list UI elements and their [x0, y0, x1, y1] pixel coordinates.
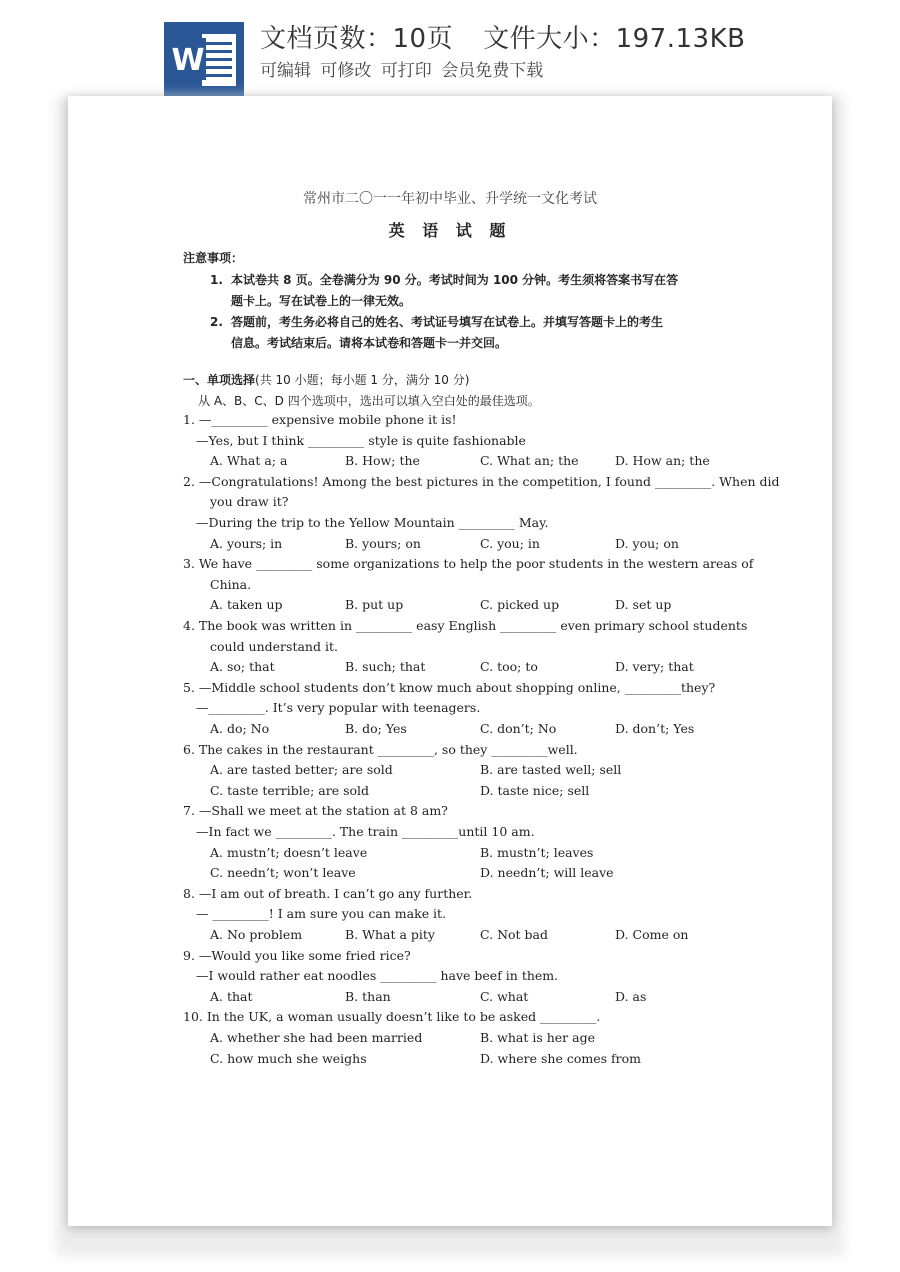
- question-10-option: A. whether she had been married: [210, 1030, 423, 1045]
- question-8-line: — _________! I am sure you can make it.: [196, 906, 447, 922]
- section-heading-bold: 一、单项选择: [183, 373, 256, 387]
- doc-info-line: [260, 18, 745, 55]
- question-4-option: A. so; that: [210, 659, 275, 675]
- question-1-option: D. How an; the: [615, 453, 710, 469]
- question-9-line: 9. —Would you like some fried rice?: [183, 947, 411, 963]
- question-9-option: A. that: [210, 988, 253, 1004]
- question-1-line: —Yes, but I think _________ style is quite fashionable: [196, 432, 526, 448]
- question-8-option: B. What a pity: [345, 927, 435, 942]
- notice-2-line1: 答题前，考生务必将自己的姓名、考试证号填写在试卷上。并填写答题卡上的考生: [231, 315, 664, 329]
- question-8-option: A. No problem: [210, 927, 303, 942]
- question-9-line: —I would rather eat noodles _________ have beef in them.: [196, 968, 559, 984]
- question-2-option: B. yours; on: [345, 535, 421, 551]
- question-8-option: C. Not bad: [480, 927, 548, 942]
- question-4-line: 4. The book was written in _________ easy English _________ even primary school students: [183, 618, 748, 633]
- question-2-line: —During the trip to the Yellow Mountain _________ May.: [196, 515, 549, 530]
- question-6-option: D. taste nice; sell: [480, 782, 590, 798]
- question-3-option: B. put up: [345, 597, 404, 613]
- exam-title: 常州市二〇一一年初中毕业、升学统一文化考试: [303, 191, 597, 207]
- exam-subtitle: 英 语 试 题: [388, 221, 512, 240]
- question-9-option: D. as: [615, 988, 647, 1004]
- question-5-option: B. do; Yes: [345, 721, 407, 736]
- question-9-option: C. what: [480, 988, 529, 1004]
- question-2-line: you draw it?: [210, 494, 289, 510]
- question-8-option: D. Come on: [615, 927, 689, 942]
- question-7-option: A. mustn’t; doesn’t leave: [210, 844, 368, 860]
- question-10-option: B. what is her age: [480, 1030, 595, 1045]
- question-2-option: C. you; in: [480, 535, 540, 551]
- question-5-option: A. do; No: [210, 721, 270, 736]
- question-5-line: —_________. It’s very popular with teenagers.: [196, 700, 481, 716]
- question-1-line: 1. —_________ expensive mobile phone it is!: [183, 412, 457, 427]
- question-5-option: C. don’t; No: [480, 721, 557, 736]
- question-7-line: —In fact we _________. The train _________until 10 am.: [196, 824, 535, 839]
- word-document-icon: [164, 22, 244, 96]
- question-6-option: A. are tasted better; are sold: [210, 762, 393, 778]
- document-page: [68, 96, 832, 1226]
- question-3-option: D. set up: [615, 597, 672, 613]
- notice-1-num: 1.: [210, 273, 223, 287]
- question-4-option: B. such; that: [345, 659, 426, 675]
- notice-1-line1: 本试卷共 8 页。全卷满分为 90 分。考试时间为 100 分钟。考生须将答案书写在答: [231, 273, 679, 287]
- question-10-option: C. how much she weighs: [210, 1050, 367, 1066]
- question-10-line: 10. In the UK, a woman usually doesn’t like to be asked _________.: [183, 1009, 601, 1025]
- question-6-line: 6. The cakes in the restaurant _________, so they _________well.: [183, 741, 578, 757]
- question-7-option: D. needn’t; will leave: [480, 865, 614, 881]
- question-2-line: 2. —Congratulations! Among the best pictures in the competition, I found _________. When did: [183, 473, 780, 489]
- question-3-line: 3. We have _________ some organizations to help the poor students in the western areas of: [183, 556, 754, 572]
- question-1-option: B. How; the: [345, 453, 420, 469]
- question-3-option: A. taken up: [210, 597, 283, 613]
- question-3-line: China.: [210, 576, 252, 592]
- question-6-option: B. are tasted well; sell: [480, 762, 622, 778]
- question-1-option: A. What a; a: [210, 453, 288, 469]
- section-heading: [183, 371, 469, 388]
- notice-heading: 注意事项：: [183, 251, 244, 265]
- header-banner: [0, 0, 900, 100]
- question-2-option: D. you; on: [615, 535, 679, 551]
- word-icon-letter: W: [171, 43, 205, 78]
- question-5-option: D. don’t; Yes: [615, 721, 695, 736]
- question-8-line: 8. —I am out of breath. I can’t go any further.: [183, 885, 473, 901]
- question-7-option: B. mustn’t; leaves: [480, 844, 594, 860]
- section-instruction: 从 A、B、C、D 四个选项中，选出可以填入空白处的最佳选项。: [198, 394, 540, 408]
- section-heading-rest: (共 10 小题；每小题 1 分，满分 10 分): [255, 373, 470, 387]
- question-7-option: C. needn’t; won’t leave: [210, 865, 356, 881]
- page-count: 文档页数：10页: [260, 24, 454, 54]
- file-size: 文件大小：197.13KB: [483, 24, 746, 54]
- question-4-option: D. very; that: [615, 659, 694, 675]
- feature-line: 可编辑 可修改 可打印 会员免费下载: [260, 61, 544, 81]
- question-3-option: C. picked up: [480, 597, 560, 613]
- notice-2-num: 2.: [210, 315, 223, 329]
- notice-2-line2: 信息。考试结束后。请将本试卷和答题卡一并交回。: [231, 336, 508, 350]
- question-6-option: C. taste terrible; are sold: [210, 782, 370, 798]
- question-9-option: B. than: [345, 988, 391, 1004]
- question-5-line: 5. —Middle school students don’t know much about shopping online, _________they?: [183, 679, 716, 695]
- question-4-line: could understand it.: [210, 638, 338, 654]
- question-7-line: 7. —Shall we meet at the station at 8 am?: [183, 803, 448, 819]
- notice-1-line2: 题卡上。写在试卷上的一律无效。: [231, 294, 412, 308]
- question-10-option: D. where she comes from: [480, 1050, 641, 1066]
- question-1-option: C. What an; the: [480, 453, 579, 469]
- question-4-option: C. too; to: [480, 659, 538, 675]
- question-2-option: A. yours; in: [210, 535, 283, 551]
